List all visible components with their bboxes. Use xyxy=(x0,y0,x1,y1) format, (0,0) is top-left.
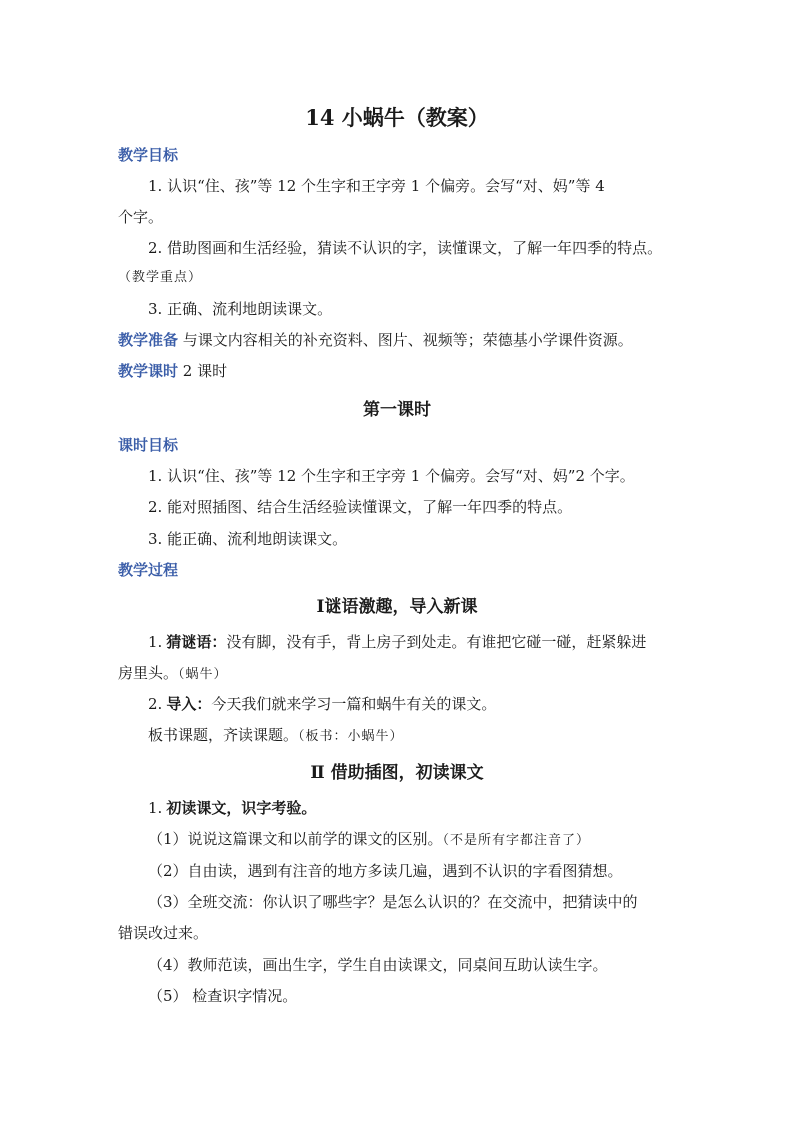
hours-text: 2 课时 xyxy=(182,362,228,380)
riddle-cont: 房里头。 xyxy=(118,664,179,682)
preparation-heading: 教学准备 xyxy=(118,331,179,349)
board-note: （板书：小蜗牛） xyxy=(298,729,404,744)
substep-1-text: （1）说说这篇课文和以前学的课文的区别。 xyxy=(148,830,443,848)
substep-1-note: （不是所有字都注音了） xyxy=(442,833,591,848)
riddle-number: 1. xyxy=(148,633,163,651)
objectives-heading: 教学目标 xyxy=(118,146,179,164)
preparation-text: 与课文内容相关的补充资料、图片、视频等；荣德基小学课件资源。 xyxy=(182,331,633,349)
riddle-answer: （蜗牛） xyxy=(178,667,228,682)
hours-heading: 教学课时 xyxy=(118,362,179,380)
process-heading: 教学过程 xyxy=(118,561,179,579)
step1-line xyxy=(148,798,316,818)
lesson1-goal-1: 1. 认识“住、孩”等 12 个生字和王字旁 1 个偏旁。会写“对、妈”2 个字。 xyxy=(148,467,635,485)
lesson1-goal-2: 2. 能对照插图、结合生活经验读懂课文，了解一年四季的特点。 xyxy=(148,498,573,516)
board-line xyxy=(148,725,404,747)
objective-2-note: （教学重点） xyxy=(118,270,203,285)
hours-line xyxy=(118,361,227,381)
lesson1-title: 第一课时 xyxy=(363,400,431,420)
board-text: 板书课题，齐读课题。 xyxy=(148,726,299,744)
substep-1 xyxy=(148,829,590,851)
intro-line xyxy=(148,694,496,714)
objective-2: 2. 借助图画和生活经验，猜读不认识的字，读懂课文，了解一年四季的特点。 xyxy=(148,239,663,257)
step1-label: 初读课文，识字考验。 xyxy=(166,799,317,817)
substep-3: （3）全班交流：你认识了哪些字？是怎么认识的？在交流中，把猜读中的 xyxy=(148,893,638,911)
step1-number: 1. xyxy=(148,799,163,817)
preparation-line xyxy=(118,330,633,350)
lesson1-goals-heading: 课时目标 xyxy=(118,436,179,454)
intro-text: 今天我们就来学习一篇和蜗牛有关的课文。 xyxy=(211,695,497,713)
substep-2: （2）自由读，遇到有注音的地方多读几遍，遇到不认识的字看图猜想。 xyxy=(148,862,623,880)
riddle-line-cont xyxy=(118,663,228,685)
substep-4: （4）教师范读，画出生字，学生自由读课文，同桌间互助认读生字。 xyxy=(148,956,608,974)
document-title: 14 小蜗牛（教案） xyxy=(305,105,489,130)
riddle-line xyxy=(148,632,646,652)
lesson1-goal-3: 3. 能正确、流利地朗读课文。 xyxy=(148,530,348,548)
intro-number: 2. xyxy=(148,695,163,713)
objective-1: 1. 认识“住、孩”等 12 个生字和王字旁 1 个偏旁。会写“对、妈”等 4 xyxy=(148,177,605,195)
objective-1-cont: 个字。 xyxy=(118,208,164,226)
objective-3: 3. 正确、流利地朗读课文。 xyxy=(148,300,333,318)
riddle-text: 没有脚，没有手，背上房子到处走。有谁把它碰一碰，赶紧躲进 xyxy=(226,633,647,651)
substep-5: （5） 检查识字情况。 xyxy=(148,987,298,1005)
riddle-label: 猜谜语： xyxy=(166,633,227,651)
intro-label: 导入： xyxy=(166,695,212,713)
part1-title: Ⅰ谜语激趣，导入新课 xyxy=(316,597,478,617)
substep-3-cont: 错误改过来。 xyxy=(118,924,209,942)
part2-title: Ⅱ 借助插图，初读课文 xyxy=(310,763,484,783)
